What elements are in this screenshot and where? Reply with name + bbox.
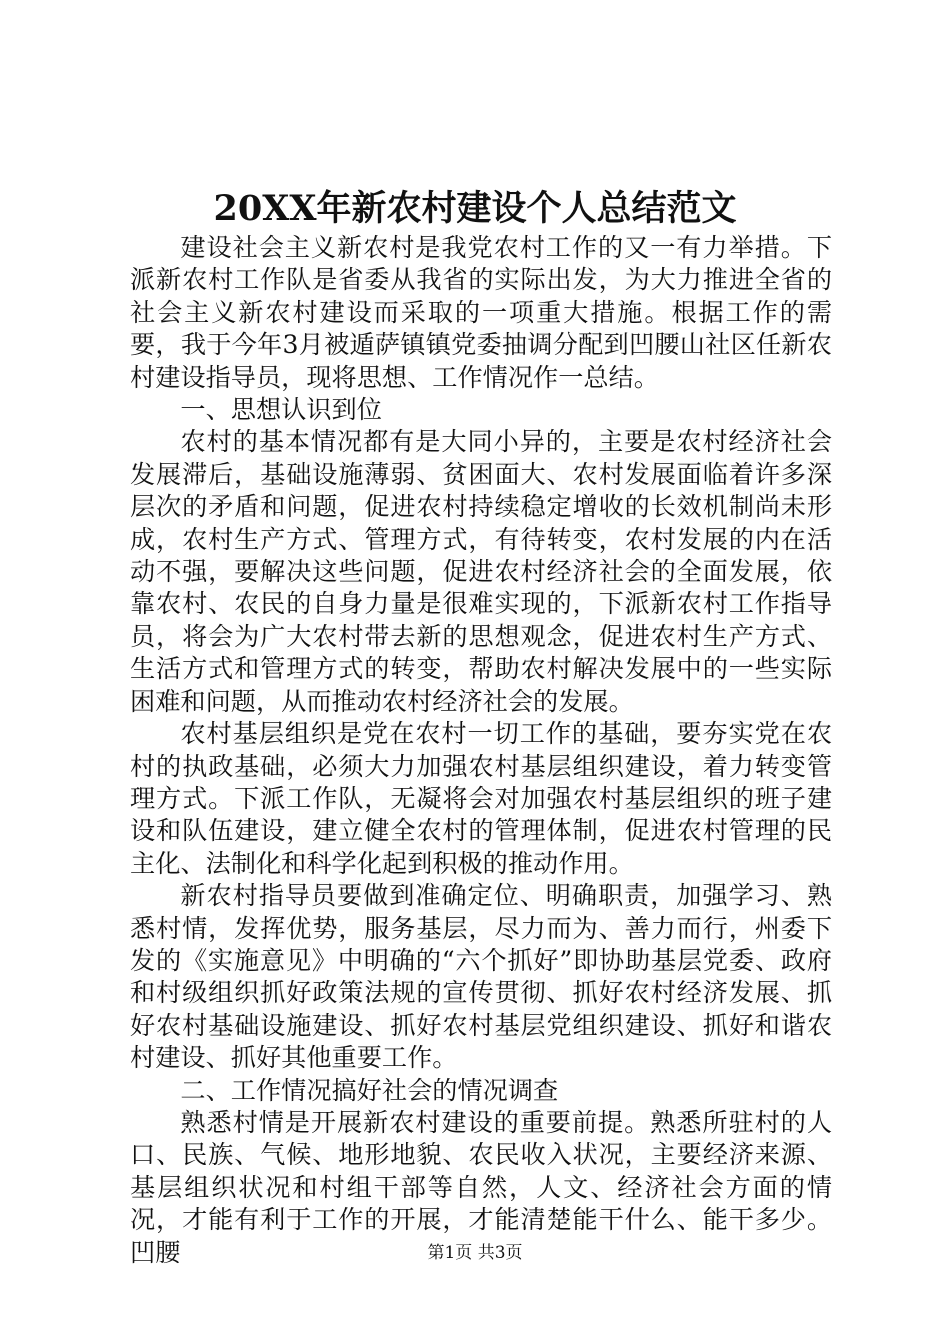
paragraph: 熟悉村情是开展新农村建设的重要前提。熟悉所驻村的人口、民族、气候、地形地貌、农民收入状况，主要经济来源、基层组织状况和村组干部等自然，人文、经济社会方面的情况，才能有利于工作的开展，才能清楚能干什么、能干多少。凹腰 [130,1107,832,1267]
section-heading: 一、思想认识到位 [180,395,382,425]
document-title: 20XX年新农村建设个人总结范文 [213,188,737,229]
paragraph: 建设社会主义新农村是我党农村工作的又一有力举措。下派新农村工作队是省委从我省的实际出发，为大力推进全省的社会主义新农村建设而采取的一项重大措施。根据工作的需要，我于今年3月被遁萨镇镇党委抽调分配到凹腰山社区任新农村建设指导员，现将思想、工作情况作一总结。 [130,233,832,392]
paragraph: 新农村指导员要做到准确定位、明确职责，加强学习、熟悉村情，发挥优势，服务基层，尽力而为、善力而行，州委下发的《实施意见》中明确的“六个抓好”即协助基层党委、政府和村级组织抓好政策法规的宣传贯彻、抓好农村经济发展、抓好农村基础设施建设、抓好农村基层党组织建设、抓好和谐农村建设、抓好其他重要工作。 [130,881,832,1073]
paragraph: 农村的基本情况都有是大同小异的，主要是农村经济社会发展滞后，基础设施薄弱、贫困面大、农村发展面临着许多深层次的矛盾和问题，促进农村持续稳定增收的长效机制尚未形成，农村生产方式、管理方式，有待转变，农村发展的内在活动不强，要解决这些问题，促进农村经济社会的全面发展，依靠农村、农民的自身力量是很难实现的，下派新农村工作指导员，将会为广大农村带去新的思想观念，促进农村生产方式、生活方式和管理方式的转变，帮助农村解决发展中的一些实际困难和问题，从而推动农村经济社会的发展。 [130,427,832,716]
section-heading: 二、工作情况搞好社会的情况调查 [180,1075,559,1105]
paragraph: 农村基层组织是党在农村一切工作的基础，要夯实党在农村的执政基础，必须大力加强农村基层组织建设，着力转变管理方式。下派工作队，无凝将会对加强农村基层组织的班子建设和队伍建设，建立健全农村的管理体制，促进农村管理的民主化、法制化和科学化起到积极的推动作用。 [130,719,832,878]
page-number-footer: 第1页 共3页 [427,1243,523,1263]
document-body [130,232,832,1269]
